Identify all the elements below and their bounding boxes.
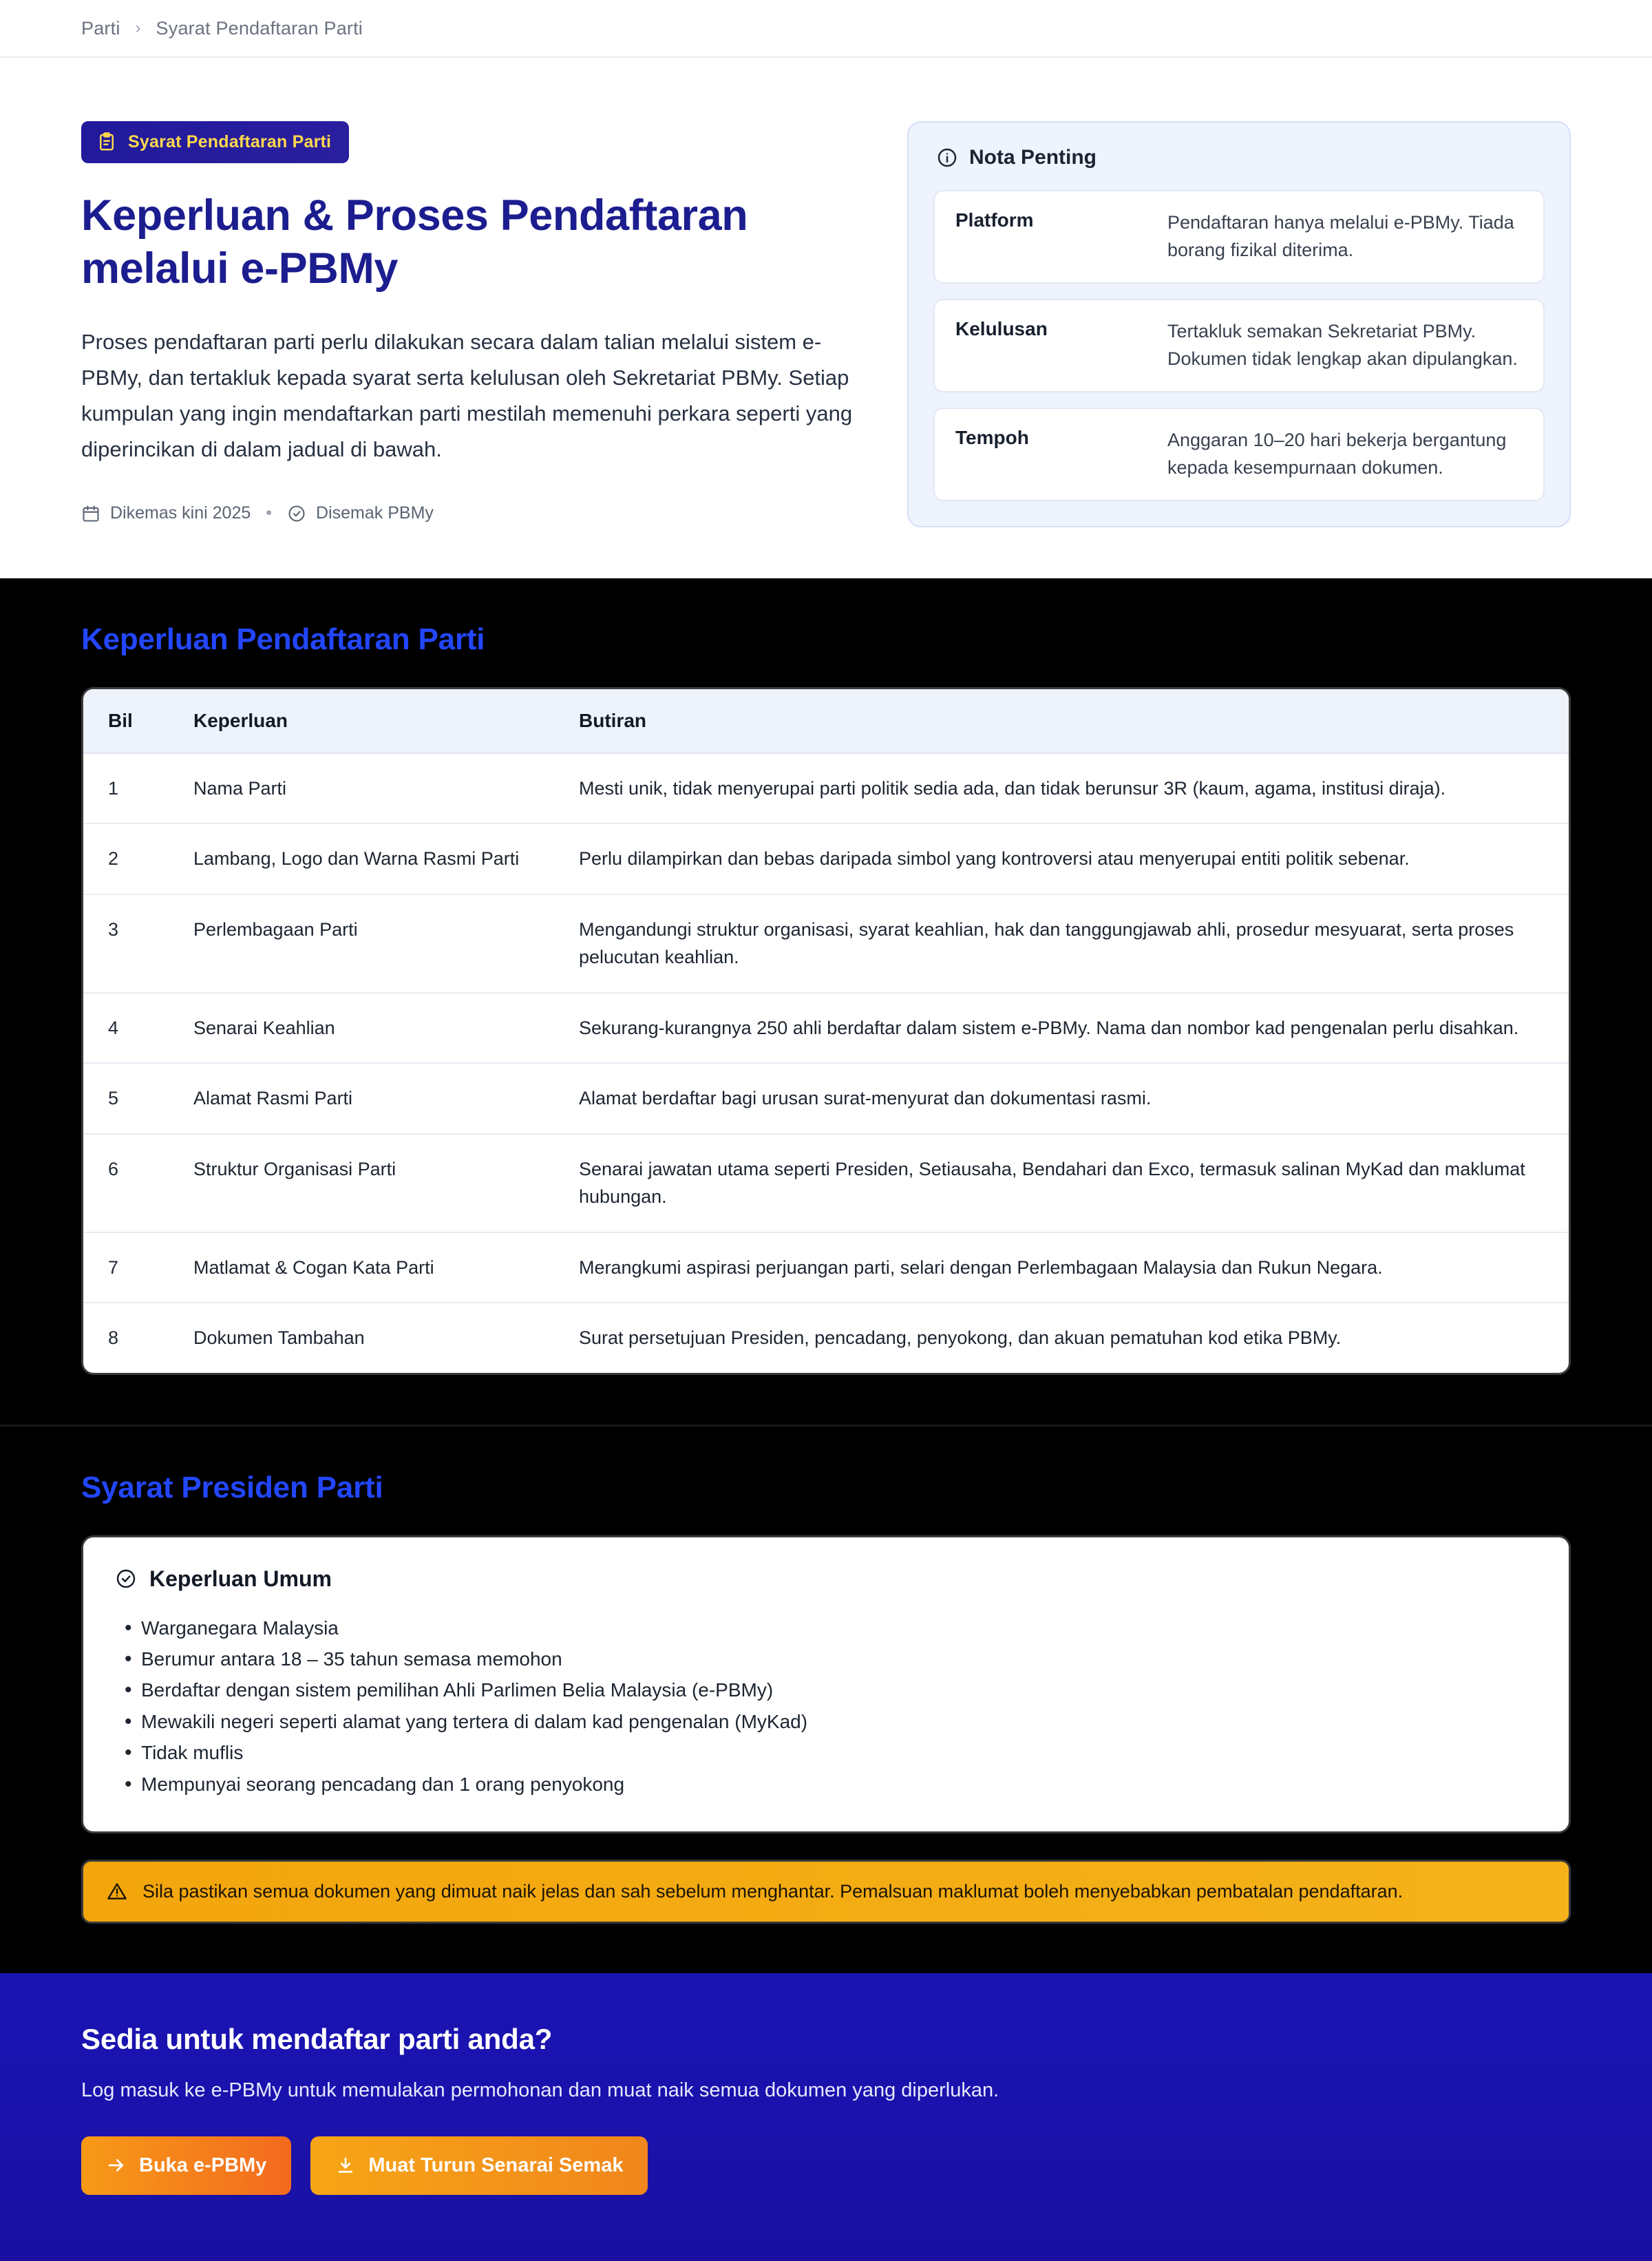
table-row xyxy=(83,1303,1569,1373)
check-circle-icon xyxy=(287,504,306,523)
hero-left-column xyxy=(81,121,880,523)
note-item-label: Platform xyxy=(955,209,1034,231)
cell-requirement: Lambang, Logo dan Warna Rasmi Parti xyxy=(193,823,579,894)
cell-requirement: Struktur Organisasi Parti xyxy=(193,1134,579,1232)
page-lead-paragraph: Proses pendaftaran parti perlu dilakukan secara dalam talian melalui sistem e-PBMy, dan tertakluk kepada syarat serta kelulusan oleh Sekretariat PBMy. Setiap kumpulan yang ingin mendaftarkan parti mestilah memenuhi perkara seperti yang diperincikan di dalam jadual di bawah. xyxy=(81,329,853,461)
cell-requirement: Senarai Keahlian xyxy=(193,993,579,1064)
table-row xyxy=(83,1063,1569,1134)
cell-no: 3 xyxy=(83,894,193,993)
hero-section xyxy=(0,58,1652,578)
cell-no: 6 xyxy=(83,1134,193,1232)
check-circle-icon xyxy=(115,1568,137,1590)
clipboard-icon xyxy=(96,132,117,152)
meta-verified xyxy=(287,503,434,523)
note-card-header xyxy=(933,146,1545,169)
cta-subtitle: Log masuk ke e-PBMy untuk memulakan permohonan dan muat naik semua dokumen yang diperlukan. xyxy=(81,2079,999,2101)
note-item-value: Pendaftaran hanya melalui e-PBMy. Tiada borang fizikal diterima. xyxy=(1167,212,1514,260)
table-body xyxy=(83,753,1569,1373)
cell-detail: Perlu dilampirkan dan bebas daripada simbol yang kontroversi atau menyerupai entiti politik sebenar. xyxy=(579,823,1569,894)
important-note-card xyxy=(907,121,1571,527)
page-title: Keperluan & Proses Pendaftaran melalui e-PBMy xyxy=(81,191,748,293)
meta-separator-dot: • xyxy=(266,503,273,523)
cell-no: 2 xyxy=(83,823,193,894)
warning-triangle-icon xyxy=(107,1881,127,1902)
cell-no: 4 xyxy=(83,993,193,1064)
cell-detail: Alamat berdaftar bagi urusan surat-menyurat dan dokumentasi rasmi. xyxy=(579,1063,1569,1134)
note-item-value: Anggaran 10–20 hari bekerja bergantung kepada kesempurnaan dokumen. xyxy=(1167,429,1507,478)
table-row xyxy=(83,753,1569,824)
page-badge xyxy=(81,121,349,163)
note-card-title: Nota Penting xyxy=(969,146,1097,169)
table-row xyxy=(83,993,1569,1064)
cell-detail: Mesti unik, tidak menyerupai parti politik sedia ada, dan tidak berunsur 3R (kaum, agama, institusi diraja). xyxy=(579,753,1569,824)
note-item-label: Kelulusan xyxy=(955,317,1048,339)
table-row xyxy=(83,823,1569,894)
general-requirements-card xyxy=(81,1535,1571,1833)
criteria-list xyxy=(115,1612,1537,1800)
chevron-right-icon: › xyxy=(135,19,141,37)
requirements-table-wrapper xyxy=(81,687,1571,1375)
page-meta-row xyxy=(81,503,880,523)
breadcrumb-parent[interactable]: Parti xyxy=(81,17,120,39)
table-row xyxy=(83,1134,1569,1232)
cta-title: Sedia untuk mendaftar parti anda? xyxy=(81,2022,553,2055)
cell-requirement: Alamat Rasmi Parti xyxy=(193,1063,579,1134)
cell-detail: Senarai jawatan utama seperti Presiden, Setiausaha, Bendahari dan Exco, termasuk salinan MyKad dan maklumat hubungan. xyxy=(579,1134,1569,1232)
list-item: • Mewakili negeri seperti alamat yang tertera di dalam kad pengenalan (MyKad) xyxy=(115,1706,1537,1737)
breadcrumb xyxy=(0,0,1652,58)
meta-verified-label: Disemak PBMy xyxy=(316,503,434,523)
cta-section xyxy=(0,1973,1652,2261)
open-epbmy-button-label: Buka e-PBMy xyxy=(139,2154,267,2176)
cell-requirement: Dokumen Tambahan xyxy=(193,1303,579,1373)
cta-button-group xyxy=(81,2136,1571,2195)
cell-detail: Merangkumi aspirasi perjuangan parti, selari dengan Perlembagaan Malaysia dan Rukun Negara. xyxy=(579,1232,1569,1303)
column-header-no: Bil xyxy=(83,689,193,753)
info-icon xyxy=(936,147,958,169)
table-header-row xyxy=(83,689,1569,753)
cell-requirement: Perlembagaan Parti xyxy=(193,894,579,993)
list-item: • Tidak muflis xyxy=(115,1737,1537,1768)
list-item: • Berumur antara 18 – 35 tahun semasa memohon xyxy=(115,1643,1537,1674)
cell-requirement: Nama Parti xyxy=(193,753,579,824)
cell-requirement: Matlamat & Cogan Kata Parti xyxy=(193,1232,579,1303)
note-item-value: Tertakluk semakan Sekretariat PBMy. Dokumen tidak lengkap akan dipulangkan. xyxy=(1167,320,1518,369)
calendar-icon xyxy=(81,504,100,523)
arrow-right-icon xyxy=(106,2155,127,2176)
cell-no: 7 xyxy=(83,1232,193,1303)
list-item: • Mempunyai seorang pencadang dan 1 orang penyokong xyxy=(115,1769,1537,1800)
note-item-label: Tempoh xyxy=(955,426,1029,448)
warning-banner-text: Sila pastikan semua dokumen yang dimuat naik jelas dan sah sebelum menghantar. Pemalsuan maklumat boleh menyebabkan pembatalan pendaftaran. xyxy=(142,1880,1404,1902)
breadcrumb-current: Syarat Pendaftaran Parti xyxy=(156,17,363,39)
requirements-section-title: Keperluan Pendaftaran Parti xyxy=(81,622,485,656)
warning-banner xyxy=(81,1860,1571,1924)
meta-updated-label: Dikemas kini 2025 xyxy=(110,503,251,523)
president-section-title: Syarat Presiden Parti xyxy=(81,1470,383,1504)
table-header xyxy=(83,689,1569,753)
download-checklist-button-label: Muat Turun Senarai Semak xyxy=(368,2154,624,2176)
cell-detail: Mengandungi struktur organisasi, syarat keahlian, hak dan tanggungjawab ahli, prosedur mesyuarat, serta proses pelucutan keahlian. xyxy=(579,894,1569,993)
note-item xyxy=(933,408,1545,501)
open-epbmy-button[interactable] xyxy=(81,2136,291,2195)
cell-no: 1 xyxy=(83,753,193,824)
table-row xyxy=(83,1232,1569,1303)
meta-updated xyxy=(81,503,251,523)
requirements-table xyxy=(83,689,1569,1373)
cell-no: 5 xyxy=(83,1063,193,1134)
president-section xyxy=(0,1424,1652,1973)
note-item xyxy=(933,190,1545,284)
requirements-section xyxy=(0,578,1652,1424)
table-row xyxy=(83,894,1569,993)
page-badge-label: Syarat Pendaftaran Parti xyxy=(128,132,332,151)
cell-detail: Sekurang-kurangnya 250 ahli berdaftar dalam sistem e-PBMy. Nama dan nombor kad pengenalan perlu disahkan. xyxy=(579,993,1569,1064)
download-checklist-button[interactable] xyxy=(310,2136,648,2195)
download-icon xyxy=(335,2155,356,2176)
cell-detail: Surat persetujuan Presiden, pencadang, penyokong, dan akuan pematuhan kod etika PBMy. xyxy=(579,1303,1569,1373)
cell-no: 8 xyxy=(83,1303,193,1373)
note-item xyxy=(933,299,1545,392)
criteria-card-title: Keperluan Umum xyxy=(149,1566,332,1591)
list-item: • Berdaftar dengan sistem pemilihan Ahli Parlimen Belia Malaysia (e-PBMy) xyxy=(115,1674,1537,1705)
column-header-detail: Butiran xyxy=(579,689,1569,753)
column-header-requirement: Keperluan xyxy=(193,689,579,753)
criteria-card-header xyxy=(115,1566,1537,1592)
list-item: • Warganegara Malaysia xyxy=(115,1612,1537,1643)
